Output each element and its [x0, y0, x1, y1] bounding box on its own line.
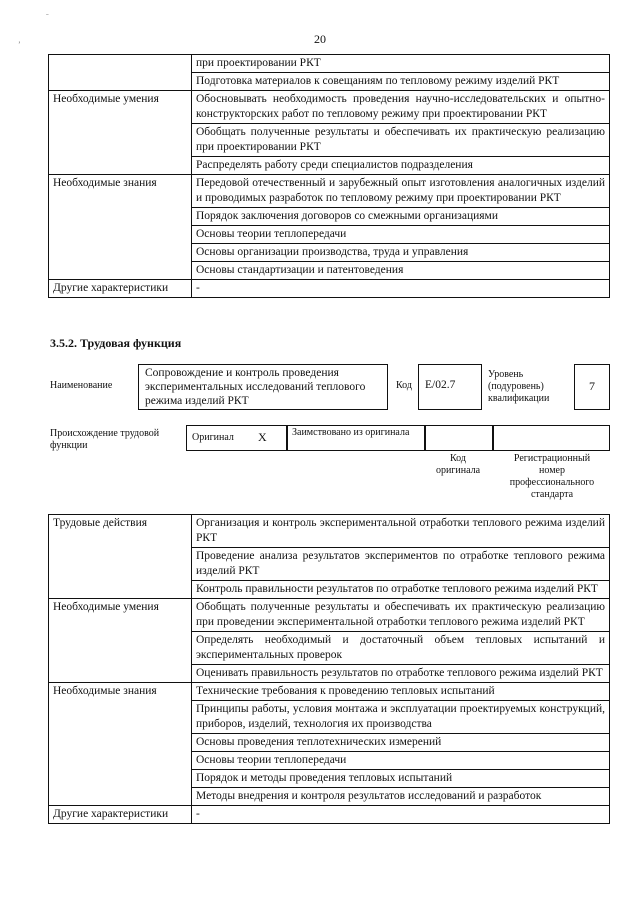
row-text: Основы организации производства, труда и управления	[192, 244, 610, 262]
table-row	[49, 599, 610, 632]
row-text: Контроль правильности результатов по отработке теплового режима изделий РКТ	[192, 581, 610, 599]
row-text: Оценивать правильность результатов по отработке теплового режима изделий РКТ	[192, 665, 610, 683]
row-text: Проведение анализа результатов экспериментов по отработке теплового режима изделий РКТ	[192, 548, 610, 581]
page-number: 20	[314, 32, 326, 46]
origin-divider-3	[492, 425, 494, 451]
row-label: Трудовые действия	[49, 515, 192, 599]
function-name-box: Сопровождение и контроль проведения экспериментальных исследований теплового режима изделий РКТ	[138, 364, 388, 410]
code-original-label: Код оригинала	[435, 453, 481, 476]
reg-number-label: Регистрационный номер профессионального стандарта	[509, 453, 595, 500]
row-label: Необходимые знания	[49, 683, 192, 806]
code-label: Код	[396, 380, 412, 391]
section-heading: 3.5.2. Трудовая функция	[50, 336, 182, 350]
row-label: Другие характеристики	[49, 280, 192, 298]
competency-table-2	[48, 514, 610, 824]
table-row	[49, 175, 610, 208]
row-label	[49, 55, 192, 91]
table-row	[49, 683, 610, 701]
original-label: Оригинал	[192, 432, 234, 443]
name-label: Наименование	[50, 380, 113, 391]
table-row	[49, 280, 610, 298]
row-text: Определять необходимый и достаточный объем тепловых испытаний и экспериментальных проверок	[192, 632, 610, 665]
row-text: Принципы работы, условия монтажа и эксплуатации проектируемых конструкций, приборов, изделий, технология их производства	[192, 701, 610, 734]
origin-label: Происхождение трудовой функции	[50, 428, 160, 451]
row-text: Основы теории теплопередачи	[192, 226, 610, 244]
original-mark: X	[258, 430, 267, 444]
row-text: Основы теории теплопередачи	[192, 752, 610, 770]
row-text: Передовой отечественный и зарубежный опыт изготовления аналогичных изделий и проводимых разработок по тепловому режиму при проектировании РКТ	[192, 175, 610, 208]
row-text: Организация и контроль экспериментальной отработки теплового режима изделий РКТ	[192, 515, 610, 548]
row-text: Обобщать полученные результаты и обеспечивать их практическую реализацию при проектировании РКТ	[192, 124, 610, 157]
row-text: Технические требования к проведению тепловых испытаний	[192, 683, 610, 701]
row-text: при проектировании РКТ	[192, 55, 610, 73]
table-row	[49, 91, 610, 124]
row-text: Порядок и методы проведения тепловых испытаний	[192, 770, 610, 788]
row-text: Обосновывать необходимость проведения научно-исследовательских и опытно-конструкторских работ по тепловому режиму при проектировании РКТ	[192, 91, 610, 124]
table-row	[49, 806, 610, 824]
level-label: Уровень (подуровень) квалификации	[488, 369, 550, 404]
row-text: Обобщать полученные результаты и обеспечивать их практическую реализацию при проведении экспериментальной отработки теплового режима изделий РКТ	[192, 599, 610, 632]
row-label: Другие характеристики	[49, 806, 192, 824]
level-box: 7	[574, 364, 610, 410]
table-row	[49, 515, 610, 548]
origin-divider-1	[286, 425, 288, 451]
row-text: -	[192, 280, 610, 298]
scan-mark-left: ʼ	[18, 40, 21, 49]
row-label: Необходимые умения	[49, 599, 192, 683]
row-text: -	[192, 806, 610, 824]
competency-table-1	[48, 54, 610, 298]
origin-divider-2	[424, 425, 426, 451]
table-row	[49, 55, 610, 73]
row-text: Основы стандартизации и патентоведения	[192, 262, 610, 280]
row-text: Подготовка материалов к совещаниям по тепловому режиму изделий РКТ	[192, 73, 610, 91]
row-text: Порядок заключения договоров со смежными организациями	[192, 208, 610, 226]
row-label: Необходимые умения	[49, 91, 192, 175]
scan-mark-top: ˉ	[46, 12, 49, 21]
row-text: Методы внедрения и контроля результатов исследований и разработок	[192, 788, 610, 806]
row-text: Распределять работу среди специалистов подразделения	[192, 157, 610, 175]
code-box: E/02.7	[418, 364, 482, 410]
borrowed-label: Заимствовано из оригинала	[292, 427, 410, 438]
row-label: Необходимые знания	[49, 175, 192, 280]
row-text: Основы проведения теплотехнических измерений	[192, 734, 610, 752]
